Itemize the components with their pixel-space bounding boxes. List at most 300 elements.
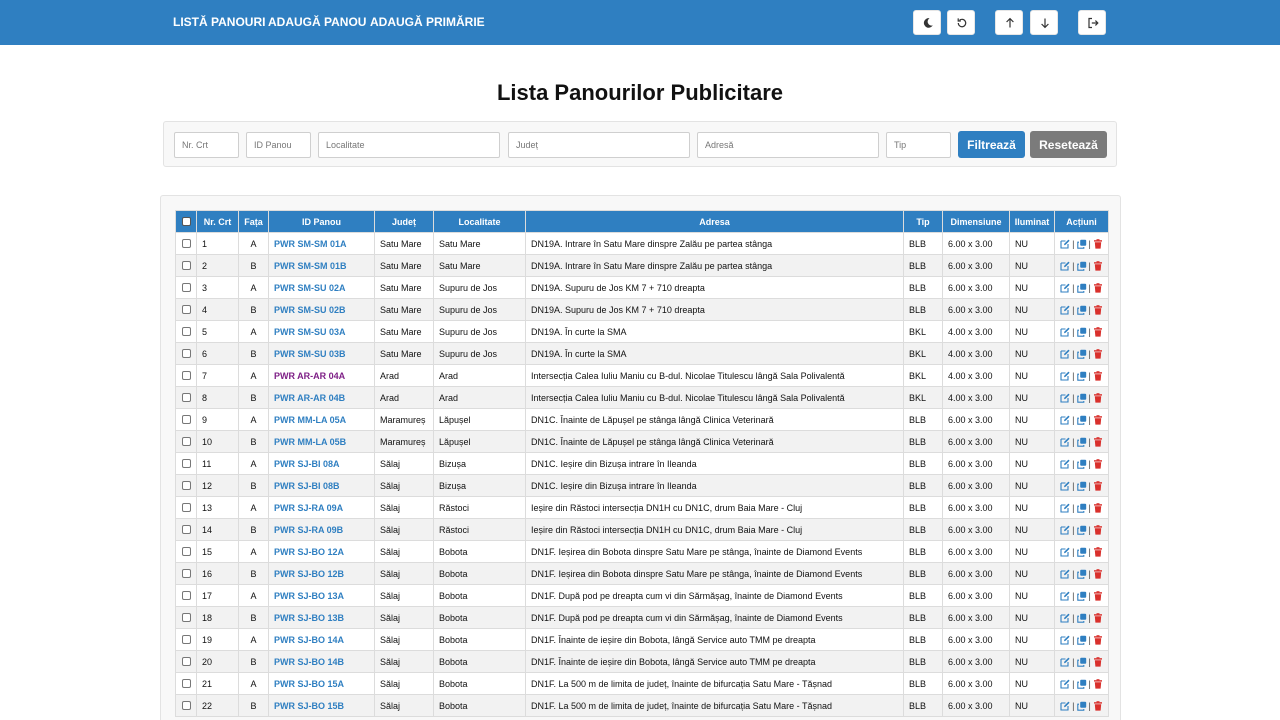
row-checkbox[interactable]: [182, 525, 191, 534]
filter-panel: [163, 121, 1117, 167]
trash-icon[interactable]: [1093, 657, 1103, 667]
row-actions: [1055, 585, 1109, 607]
edit-icon[interactable]: [1060, 283, 1070, 293]
row-actions: [1055, 519, 1109, 541]
action-separator: |: [1072, 480, 1075, 491]
row-dimensiune: 6.00 x 3.00: [943, 277, 1010, 299]
action-separator: |: [1088, 502, 1091, 513]
row-nr-crt: 18: [197, 607, 239, 629]
row-select-cell: [176, 607, 197, 629]
row-dimensiune: 4.00 x 3.00: [943, 321, 1010, 343]
row-iluminat: NU: [1010, 233, 1055, 255]
table-row-11: [176, 453, 1109, 475]
trash-icon[interactable]: [1093, 459, 1103, 469]
row-dimensiune: 6.00 x 3.00: [943, 255, 1010, 277]
row-tip: BLB: [904, 563, 943, 585]
edit-icon[interactable]: [1060, 437, 1070, 447]
action-separator: |: [1072, 436, 1075, 447]
table-row-8: [176, 387, 1109, 409]
row-actions: [1055, 277, 1109, 299]
row-checkbox[interactable]: [182, 635, 191, 644]
row-adresa: DN1F. După pod pe dreapta cum vi din Sărmășag, înainte de Diamond Events: [526, 607, 904, 629]
row-select-cell: [176, 519, 197, 541]
duplicate-icon[interactable]: [1077, 415, 1087, 425]
duplicate-icon[interactable]: [1077, 503, 1087, 513]
trash-icon[interactable]: [1093, 679, 1103, 689]
row-tip: BLB: [904, 673, 943, 695]
row-judet: Sălaj: [375, 563, 434, 585]
row-actions: [1055, 255, 1109, 277]
row-dimensiune: 6.00 x 3.00: [943, 497, 1010, 519]
trash-icon[interactable]: [1093, 393, 1103, 403]
header-select-all[interactable]: [176, 211, 197, 233]
row-iluminat: NU: [1010, 453, 1055, 475]
action-separator: |: [1088, 612, 1091, 623]
row-id-cell: [269, 365, 375, 387]
table-row-15: [176, 541, 1109, 563]
row-iluminat: NU: [1010, 321, 1055, 343]
action-separator: |: [1072, 260, 1075, 271]
row-select-cell: [176, 431, 197, 453]
edit-icon[interactable]: [1060, 327, 1070, 337]
row-dimensiune: 6.00 x 3.00: [943, 541, 1010, 563]
row-checkbox[interactable]: [182, 261, 191, 270]
row-judet: Sălaj: [375, 607, 434, 629]
filter-tip-input[interactable]: [886, 132, 951, 158]
row-checkbox[interactable]: [182, 701, 191, 710]
row-adresa: DN1F. Înainte de ieșire din Bobota, lângă Service auto TMM pe dreapta: [526, 651, 904, 673]
row-adresa: DN19A. Supuru de Jos KM 7 + 710 dreapta: [526, 299, 904, 321]
row-tip: BLB: [904, 651, 943, 673]
action-separator: |: [1088, 458, 1091, 469]
trash-icon[interactable]: [1093, 525, 1103, 535]
row-select-cell: [176, 651, 197, 673]
moon-icon: [922, 17, 934, 29]
row-checkbox[interactable]: [182, 679, 191, 688]
row-iluminat: NU: [1010, 277, 1055, 299]
row-nr-crt: 1: [197, 233, 239, 255]
row-localitate: Lăpușel: [434, 409, 526, 431]
table-row-20: [176, 651, 1109, 673]
dark-mode-button[interactable]: [913, 10, 941, 35]
row-judet: Sălaj: [375, 541, 434, 563]
filter-id-panou-input[interactable]: [246, 132, 311, 158]
duplicate-icon[interactable]: [1077, 393, 1087, 403]
row-localitate: Bobota: [434, 563, 526, 585]
row-actions: [1055, 695, 1109, 717]
table-row-18: [176, 607, 1109, 629]
action-separator: |: [1088, 546, 1091, 557]
row-checkbox[interactable]: [182, 547, 191, 556]
row-localitate: Bobota: [434, 585, 526, 607]
action-separator: |: [1088, 436, 1091, 447]
row-nr-crt: 15: [197, 541, 239, 563]
select-all-checkbox[interactable]: [182, 217, 191, 226]
filter-judet-input[interactable]: [508, 132, 690, 158]
row-localitate: Bizușa: [434, 453, 526, 475]
edit-icon[interactable]: [1060, 239, 1070, 249]
action-separator: |: [1088, 414, 1091, 425]
edit-icon[interactable]: [1060, 635, 1070, 645]
row-checkbox[interactable]: [182, 481, 191, 490]
row-dimensiune: 6.00 x 3.00: [943, 233, 1010, 255]
edit-icon[interactable]: [1060, 569, 1070, 579]
row-judet: Maramureș: [375, 409, 434, 431]
scroll-up-button[interactable]: [995, 10, 1023, 35]
duplicate-icon[interactable]: [1077, 481, 1087, 491]
filter-localitate-input[interactable]: [318, 132, 500, 158]
row-adresa: DN1F. Înainte de ieșire din Bobota, lângă Service auto TMM pe dreapta: [526, 629, 904, 651]
row-localitate: Supuru de Jos: [434, 299, 526, 321]
row-fata: B: [239, 519, 269, 541]
row-adresa: DN1C. Înainte de Lăpușel pe stânga lângă Clinica Veterinară: [526, 431, 904, 453]
row-id-cell: [269, 651, 375, 673]
row-dimensiune: 4.00 x 3.00: [943, 387, 1010, 409]
row-id-cell: [269, 343, 375, 365]
nav-link-adauga-panou[interactable]: ADAUGĂ PANOU: [268, 15, 367, 29]
trash-icon[interactable]: [1093, 305, 1103, 315]
header-tip: Tip: [904, 211, 943, 233]
reset-button[interactable]: Resetează: [1030, 131, 1107, 158]
row-localitate: Bizușa: [434, 475, 526, 497]
row-select-cell: [176, 563, 197, 585]
row-checkbox[interactable]: [182, 239, 191, 248]
row-checkbox[interactable]: [182, 305, 191, 314]
panel-id-link[interactable]: PWR SJ-BO 12B: [274, 568, 345, 579]
edit-icon[interactable]: [1060, 371, 1070, 381]
table-row-5: [176, 321, 1109, 343]
row-adresa: DN1F. După pod pe dreapta cum vi din Sărmășag, înainte de Diamond Events: [526, 585, 904, 607]
panel-id-link[interactable]: PWR SJ-BO 13B: [274, 612, 345, 623]
top-nav-bar: [0, 0, 1280, 45]
duplicate-icon[interactable]: [1077, 305, 1087, 315]
action-separator: |: [1088, 282, 1091, 293]
row-actions: [1055, 475, 1109, 497]
edit-icon[interactable]: [1060, 657, 1070, 667]
trash-icon[interactable]: [1093, 415, 1103, 425]
row-iluminat: NU: [1010, 563, 1055, 585]
action-separator: |: [1072, 568, 1075, 579]
row-id-cell: [269, 585, 375, 607]
edit-icon[interactable]: [1060, 305, 1070, 315]
row-adresa: DN1F. Ieșirea din Bobota dinspre Satu Mare pe stânga, înainte de Diamond Events: [526, 541, 904, 563]
duplicate-icon[interactable]: [1077, 349, 1087, 359]
row-checkbox[interactable]: [182, 393, 191, 402]
action-separator: |: [1072, 546, 1075, 557]
action-separator: |: [1072, 634, 1075, 645]
trash-icon[interactable]: [1093, 437, 1103, 447]
table-row-16: [176, 563, 1109, 585]
action-separator: |: [1072, 458, 1075, 469]
action-separator: |: [1072, 524, 1075, 535]
row-tip: BKL: [904, 387, 943, 409]
table-row-6: [176, 343, 1109, 365]
panel-id-link[interactable]: PWR SM-SM 01A: [274, 238, 347, 249]
panels-table: [175, 210, 1109, 717]
row-checkbox[interactable]: [182, 613, 191, 622]
row-fata: B: [239, 563, 269, 585]
header-localitate: Localitate: [434, 211, 526, 233]
row-judet: Sălaj: [375, 585, 434, 607]
header-adresa: Adresa: [526, 211, 904, 233]
filter-nr-crt-input[interactable]: [174, 132, 239, 158]
logout-button[interactable]: [1078, 10, 1106, 35]
action-separator: |: [1088, 524, 1091, 535]
panel-id-link[interactable]: PWR SJ-BI 08B: [274, 480, 340, 491]
row-dimensiune: 6.00 x 3.00: [943, 299, 1010, 321]
filter-button[interactable]: Filtrează: [958, 131, 1025, 158]
row-tip: BLB: [904, 475, 943, 497]
edit-icon[interactable]: [1060, 701, 1070, 711]
row-localitate: Bobota: [434, 607, 526, 629]
trash-icon[interactable]: [1093, 503, 1103, 513]
panel-id-link[interactable]: PWR SJ-RA 09B: [274, 524, 344, 535]
scroll-down-button[interactable]: [1030, 10, 1058, 35]
row-select-cell: [176, 541, 197, 563]
action-separator: |: [1072, 678, 1075, 689]
table-row-2: [176, 255, 1109, 277]
panel-id-link[interactable]: PWR SM-SU 02B: [274, 304, 346, 315]
duplicate-icon[interactable]: [1077, 635, 1087, 645]
duplicate-icon[interactable]: [1077, 459, 1087, 469]
row-actions: [1055, 365, 1109, 387]
duplicate-icon[interactable]: [1077, 327, 1087, 337]
header-actiuni: Acțiuni: [1055, 211, 1109, 233]
row-judet: Sălaj: [375, 695, 434, 717]
panel-id-link[interactable]: PWR SJ-BO 12A: [274, 546, 345, 557]
row-fata: A: [239, 497, 269, 519]
row-checkbox[interactable]: [182, 327, 191, 336]
duplicate-icon[interactable]: [1077, 569, 1087, 579]
page-title: Lista Panourilor Publicitare: [496, 80, 784, 105]
duplicate-icon[interactable]: [1077, 547, 1087, 557]
row-adresa: Ieșire din Răstoci intersecția DN1H cu DN1C, drum Baia Mare - Cluj: [526, 497, 904, 519]
edit-icon[interactable]: [1060, 547, 1070, 557]
edit-icon[interactable]: [1060, 591, 1070, 601]
row-nr-crt: 14: [197, 519, 239, 541]
row-id-cell: [269, 629, 375, 651]
panel-id-link[interactable]: PWR SJ-BO 14A: [274, 634, 345, 645]
row-iluminat: NU: [1010, 409, 1055, 431]
row-id-cell: [269, 409, 375, 431]
row-localitate: Bobota: [434, 673, 526, 695]
edit-icon[interactable]: [1060, 415, 1070, 425]
panel-id-link[interactable]: PWR SJ-BO 15B: [274, 700, 345, 711]
row-dimensiune: 6.00 x 3.00: [943, 607, 1010, 629]
action-separator: |: [1088, 326, 1091, 337]
row-tip: BLB: [904, 585, 943, 607]
header-fata: Fața: [239, 211, 269, 233]
row-fata: A: [239, 541, 269, 563]
row-tip: BLB: [904, 233, 943, 255]
duplicate-icon[interactable]: [1077, 283, 1087, 293]
row-dimensiune: 6.00 x 3.00: [943, 453, 1010, 475]
trash-icon[interactable]: [1093, 591, 1103, 601]
panel-id-link[interactable]: PWR SJ-BO 15A: [274, 678, 345, 689]
row-fata: B: [239, 475, 269, 497]
header-nr-crt: Nr. Crt: [197, 211, 239, 233]
trash-icon[interactable]: [1093, 327, 1103, 337]
row-checkbox[interactable]: [182, 503, 191, 512]
row-nr-crt: 4: [197, 299, 239, 321]
edit-icon[interactable]: [1060, 261, 1070, 271]
panel-id-link[interactable]: PWR SM-SM 01B: [274, 260, 347, 271]
row-fata: B: [239, 607, 269, 629]
row-iluminat: NU: [1010, 431, 1055, 453]
row-tip: BKL: [904, 343, 943, 365]
table-row-9: [176, 409, 1109, 431]
edit-icon[interactable]: [1060, 525, 1070, 535]
panel-id-link[interactable]: PWR MM-LA 05A: [274, 414, 347, 425]
row-localitate: Satu Mare: [434, 255, 526, 277]
panel-id-link[interactable]: PWR SJ-RA 09A: [274, 502, 344, 513]
trash-icon[interactable]: [1093, 261, 1103, 271]
filter-adresa-input[interactable]: [697, 132, 879, 158]
row-select-cell: [176, 233, 197, 255]
header-judet: Județ: [375, 211, 434, 233]
row-localitate: Satu Mare: [434, 233, 526, 255]
nav-link-lista-panouri[interactable]: LISTĂ PANOURI: [173, 15, 266, 29]
row-select-cell: [176, 695, 197, 717]
row-nr-crt: 10: [197, 431, 239, 453]
row-checkbox[interactable]: [182, 371, 191, 380]
edit-icon[interactable]: [1060, 393, 1070, 403]
row-adresa: DN19A. În curte la SMA: [526, 343, 904, 365]
edit-icon[interactable]: [1060, 613, 1070, 623]
row-tip: BLB: [904, 409, 943, 431]
row-dimensiune: 6.00 x 3.00: [943, 563, 1010, 585]
trash-icon[interactable]: [1093, 569, 1103, 579]
duplicate-icon[interactable]: [1077, 371, 1087, 381]
row-nr-crt: 6: [197, 343, 239, 365]
table-row-1: [176, 233, 1109, 255]
panel-id-link[interactable]: PWR AR-AR 04B: [274, 392, 346, 403]
action-separator: |: [1072, 414, 1075, 425]
row-actions: [1055, 409, 1109, 431]
trash-icon[interactable]: [1093, 239, 1103, 249]
trash-icon[interactable]: [1093, 283, 1103, 293]
trash-icon[interactable]: [1093, 701, 1103, 711]
row-fata: A: [239, 453, 269, 475]
panel-id-link[interactable]: PWR SM-SU 03A: [274, 326, 346, 337]
row-checkbox[interactable]: [182, 569, 191, 578]
panel-id-link[interactable]: PWR SJ-BI 08A: [274, 458, 340, 469]
duplicate-icon[interactable]: [1077, 525, 1087, 535]
row-fata: A: [239, 233, 269, 255]
row-nr-crt: 21: [197, 673, 239, 695]
edit-icon[interactable]: [1060, 459, 1070, 469]
duplicate-icon[interactable]: [1077, 701, 1087, 711]
duplicate-icon[interactable]: [1077, 261, 1087, 271]
trash-icon[interactable]: [1093, 613, 1103, 623]
panel-id-link[interactable]: PWR SM-SU 03B: [274, 348, 346, 359]
refresh-button[interactable]: [947, 10, 975, 35]
row-tip: BLB: [904, 695, 943, 717]
row-nr-crt: 22: [197, 695, 239, 717]
row-nr-crt: 3: [197, 277, 239, 299]
row-dimensiune: 6.00 x 3.00: [943, 431, 1010, 453]
trash-icon[interactable]: [1093, 547, 1103, 557]
duplicate-icon[interactable]: [1077, 613, 1087, 623]
panel-id-link[interactable]: PWR SJ-BO 13A: [274, 590, 345, 601]
row-fata: A: [239, 673, 269, 695]
trash-icon[interactable]: [1093, 635, 1103, 645]
row-dimensiune: 6.00 x 3.00: [943, 695, 1010, 717]
row-fata: A: [239, 585, 269, 607]
table-row-7: [176, 365, 1109, 387]
duplicate-icon[interactable]: [1077, 239, 1087, 249]
duplicate-icon[interactable]: [1077, 679, 1087, 689]
row-checkbox[interactable]: [182, 459, 191, 468]
edit-icon[interactable]: [1060, 503, 1070, 513]
row-localitate: Arad: [434, 365, 526, 387]
action-separator: |: [1088, 480, 1091, 491]
row-adresa: DN1C. Ieșire din Bizușa intrare în Ileanda: [526, 453, 904, 475]
row-nr-crt: 11: [197, 453, 239, 475]
panel-id-link[interactable]: PWR AR-AR 04A: [274, 370, 346, 381]
trash-icon[interactable]: [1093, 371, 1103, 381]
row-iluminat: NU: [1010, 607, 1055, 629]
row-id-cell: [269, 695, 375, 717]
duplicate-icon[interactable]: [1077, 437, 1087, 447]
action-separator: |: [1072, 392, 1075, 403]
edit-icon[interactable]: [1060, 679, 1070, 689]
row-id-cell: [269, 321, 375, 343]
table-row-17: [176, 585, 1109, 607]
row-fata: B: [239, 387, 269, 409]
action-separator: |: [1088, 238, 1091, 249]
duplicate-icon[interactable]: [1077, 657, 1087, 667]
row-id-cell: [269, 673, 375, 695]
trash-icon[interactable]: [1093, 481, 1103, 491]
row-select-cell: [176, 387, 197, 409]
nav-link-adauga-primarie[interactable]: ADAUGĂ PRIMĂRIE: [370, 15, 485, 29]
row-checkbox[interactable]: [182, 415, 191, 424]
row-localitate: Supuru de Jos: [434, 343, 526, 365]
edit-icon[interactable]: [1060, 349, 1070, 359]
trash-icon[interactable]: [1093, 349, 1103, 359]
row-nr-crt: 5: [197, 321, 239, 343]
row-nr-crt: 16: [197, 563, 239, 585]
row-actions: [1055, 629, 1109, 651]
action-separator: |: [1088, 392, 1091, 403]
row-actions: [1055, 607, 1109, 629]
table-row-21: [176, 673, 1109, 695]
row-actions: [1055, 497, 1109, 519]
row-tip: BLB: [904, 629, 943, 651]
row-checkbox[interactable]: [182, 283, 191, 292]
row-actions: [1055, 343, 1109, 365]
row-checkbox[interactable]: [182, 591, 191, 600]
edit-icon[interactable]: [1060, 481, 1070, 491]
panel-id-link[interactable]: PWR SM-SU 02A: [274, 282, 346, 293]
panel-id-link[interactable]: PWR MM-LA 05B: [274, 436, 347, 447]
row-checkbox[interactable]: [182, 657, 191, 666]
row-checkbox[interactable]: [182, 437, 191, 446]
row-dimensiune: 4.00 x 3.00: [943, 365, 1010, 387]
panel-id-link[interactable]: PWR SJ-BO 14B: [274, 656, 345, 667]
action-separator: |: [1072, 700, 1075, 711]
table-row-10: [176, 431, 1109, 453]
row-fata: B: [239, 255, 269, 277]
row-checkbox[interactable]: [182, 349, 191, 358]
action-separator: |: [1088, 656, 1091, 667]
duplicate-icon[interactable]: [1077, 591, 1087, 601]
row-judet: Satu Mare: [375, 299, 434, 321]
table-row-19: [176, 629, 1109, 651]
row-judet: Sălaj: [375, 519, 434, 541]
row-localitate: Răstoci: [434, 497, 526, 519]
